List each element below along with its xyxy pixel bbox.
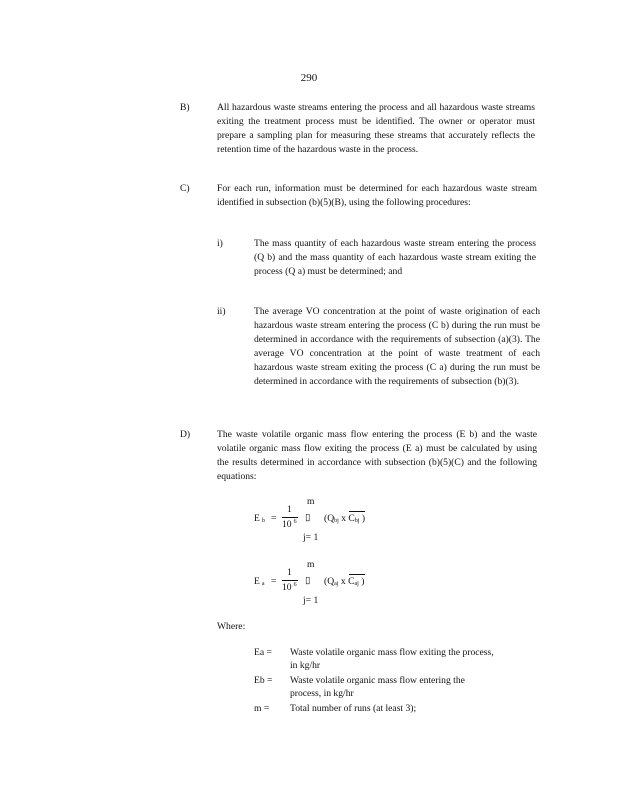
eq1-overline (349, 511, 365, 512)
eq1-den-exp: 6 (293, 519, 297, 525)
def-term-ea: Ea = (254, 647, 272, 658)
page-number: 290 (300, 72, 318, 84)
eq2-den-base: 10 (282, 582, 292, 593)
eq1-sum-symbol: ▯ (305, 512, 311, 523)
item-ii-paragraph: The average VO concentration at the point of waste origination of each hazardous waste stream entering the process (C b) during the run must be determined in accordance with the requirements of subsection (a)(3). The average VO concentration at the point of waste treatment of each hazardous waste stream exiting the process (C a) during the run must be determined in accordance with the requirements of subsection (b)(3). (254, 306, 540, 387)
eq2-term (324, 576, 364, 587)
section-b-text (217, 101, 535, 157)
eq2-sum-upper: m (307, 559, 315, 570)
def-text-eb: Waste volatile organic mass flow entering the process, in kg/hr (290, 675, 465, 699)
eq2-term-close: ) (361, 576, 365, 587)
eq2-numerator: 1 (287, 567, 292, 578)
section-c-text (217, 182, 537, 210)
item-ii-text (254, 305, 540, 389)
eq2-den-exp: 6 (293, 582, 297, 588)
eq2-lhs (254, 576, 265, 587)
eq2-fraction-bar (282, 580, 298, 581)
eq2-sum-lower: j= 1 (303, 595, 319, 606)
eq2-lhs-sub: a (261, 581, 265, 587)
eq2-overline (349, 574, 365, 575)
section-d-text (217, 428, 537, 484)
eq1-c-sub: bj (354, 518, 360, 524)
eq1-lhs-symbol: E (254, 513, 260, 524)
eq1-sum-lower: j= 1 (303, 532, 319, 543)
item-i-paragraph: The mass quantity of each hazardous waste stream entering the process (Q b) and the mass quantity of each hazardous waste stream exiting the process (Q a) must be determined; and (254, 238, 536, 277)
eq1-term-open: (Q (324, 513, 335, 524)
eq2-denominator (282, 582, 297, 593)
eq2-lhs-symbol: E (254, 576, 260, 587)
def-text-ea: Waste volatile organic mass flow exiting the process, in kg/hr (290, 647, 494, 671)
section-b-paragraph: All hazardous waste streams entering the process and all hazardous waste streams exiting the treatment process must be identified. The owner or operator must prepare a sampling plan for measuring these streams that accurately reflects the retention time of the hazardous waste in the process. (217, 102, 535, 155)
item-i-text (254, 237, 536, 279)
section-c-label: C) (180, 183, 190, 194)
section-d-paragraph: The waste volatile organic mass flow entering the process (E b) and the waste volatile organic mass flow exiting the process (E a) must be calculated by using the results determined in accordance with subsection (b)(5)(C) and the following equations: (217, 429, 537, 482)
eq2-equals: = (271, 576, 277, 587)
where-label: Where: (217, 621, 246, 632)
eq1-lhs (254, 513, 265, 524)
section-b-label: B) (180, 102, 190, 113)
eq2-term-c: x C (340, 576, 355, 587)
section-c-paragraph: For each run, information must be determined for each hazardous waste stream identified in subsection (b)(5)(B), using the following procedures: (217, 183, 537, 208)
eq2-c-sub: aj (354, 581, 359, 587)
def-text-m: Total number of runs (at least 3); (290, 703, 417, 714)
eq2-sum-symbol: ▯ (305, 575, 311, 586)
eq1-sum-upper: m (307, 496, 315, 507)
eq1-q-sub: bj (334, 518, 339, 524)
eq1-numerator: 1 (287, 504, 292, 515)
eq1-term-close: ) (361, 513, 366, 524)
eq2-term-open: (Q (324, 576, 335, 587)
eq1-fraction-bar (282, 517, 298, 518)
eq1-term (324, 513, 365, 524)
eq1-denominator (282, 519, 297, 530)
eq1-den-base: 10 (282, 519, 292, 530)
eq1-lhs-sub: b (261, 518, 265, 524)
eq2-q-sub: aj (334, 581, 339, 587)
item-ii-label: ii) (217, 306, 226, 317)
section-d-label: D) (180, 429, 191, 440)
def-term-eb: Eb = (254, 675, 273, 686)
eq1-equals: = (271, 513, 277, 524)
def-term-m: m = (254, 703, 270, 714)
item-i-label: i) (217, 238, 223, 249)
eq1-term-c: x C (341, 513, 355, 524)
